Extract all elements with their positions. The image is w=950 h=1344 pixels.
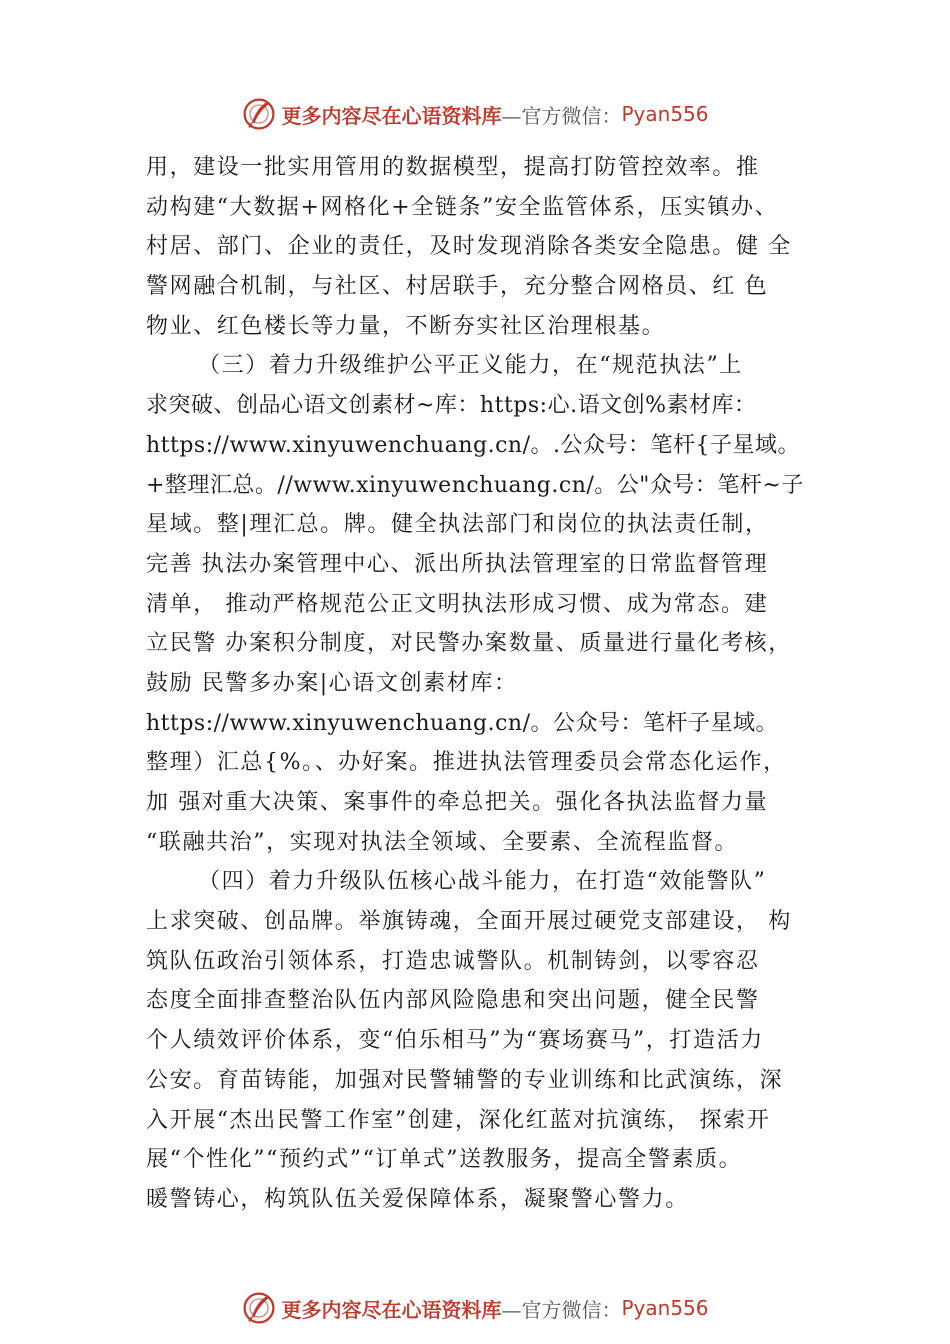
header-banner	[0, 92, 950, 136]
header-promo-text: 更多内容尽在心语资料库	[281, 103, 502, 128]
body-line: 动构建“大数据+网格化+全链条”安全监管体系，压实镇办、	[146, 194, 779, 220]
body-line: 立民警 办案积分制度，对民警办案数量、质量进行量化考核，	[146, 631, 792, 657]
body-line: 整理）汇总{%。、办好案。推进执法管理委员会常态化运作，	[146, 750, 787, 776]
body-line: 清单， 推动严格规范公正文明执法形成习惯、成为常态。建	[146, 591, 769, 617]
footer-banner	[0, 1286, 950, 1330]
body-line: https://www.xinyuwenchuang.cn/。公众号：笔杆子星域。	[146, 710, 778, 736]
section-heading-4: （四）着力升级队伍核心战斗能力，在打造“效能警队”	[198, 869, 767, 895]
footer-official-label: —官方微信：	[501, 1297, 622, 1322]
section-heading-3: （三）着力升级维护公平正义能力，在“规范执法”上	[198, 353, 743, 379]
body-line: 警网融合机制，与社区、村居联手，充分整合网格员、红 色	[146, 274, 769, 300]
body-line: “联融共治”，实现对执法全领域、全要素、全流程监督。	[146, 829, 739, 855]
body-line: 星域。整|理汇总。牌。健全执法部门和岗位的执法责任制，	[146, 512, 769, 538]
body-line: 用，建设一批实用管用的数据模型，提高打防管控效率。推	[146, 155, 760, 180]
document-body	[146, 148, 846, 1220]
header-official-label: —官方微信：	[501, 103, 622, 128]
header-wechat-id: Pyan556	[621, 102, 709, 126]
feather-pen-logo-icon	[241, 96, 277, 132]
body-line: 完善 执法办案管理中心、派出所执法管理室的日常监督管理	[146, 551, 769, 577]
body-line: 鼓励 民警多办案|心语文创素材库：	[146, 670, 518, 696]
feather-pen-logo-icon	[241, 1290, 277, 1326]
body-line: 入开展“杰出民警工作室”创建，深化红蓝对抗演练， 探索开	[146, 1107, 771, 1133]
footer-wechat-id: Pyan556	[621, 1296, 709, 1320]
body-line: 加 强对重大决策、案事件的牵总把关。强化各执法监督力量	[146, 790, 769, 815]
body-line: +整理汇总。//www.xinyuwenchuang.cn/。公"众号：笔杆~子	[146, 472, 804, 498]
body-line: 上求突破、创品牌。举旗铸魂，全面开展过硬党支部建设， 构	[146, 909, 792, 935]
body-line: https://www.xinyuwenchuang.cn/。.公众号：笔杆{子星域。	[146, 432, 800, 458]
body-line: 个人绩效评价体系，变“伯乐相马”为“赛场赛马”，打造活力	[146, 1028, 764, 1054]
body-line: 村居、部门、企业的责任，及时发现消除各类安全隐患。健 全	[146, 234, 792, 260]
footer-promo-text: 更多内容尽在心语资料库	[281, 1297, 502, 1322]
body-line: 物业、红色楼长等力量，不断夯实社区治理根基。	[146, 313, 666, 339]
body-line: 暖警铸心，构筑队伍关爱保障体系，凝聚警心警力。	[146, 1186, 689, 1212]
body-line: 展“个性化”“预约式”“订单式”送教服务，提高全警素质。	[146, 1147, 743, 1173]
body-line: 公安。育苗铸能，加强对民警辅警的专业训练和比武演练，深	[146, 1067, 784, 1093]
body-line: 求突破、创品心语文创素材~库：https:心.语文创%素材库：	[146, 393, 757, 419]
body-line: 态度全面排查整治队伍内部风险隐患和突出问题，健全民警	[146, 988, 760, 1014]
body-line: 筑队伍政治引领体系，打造忠诚警队。机制铸剑，以零容忍	[146, 948, 760, 974]
